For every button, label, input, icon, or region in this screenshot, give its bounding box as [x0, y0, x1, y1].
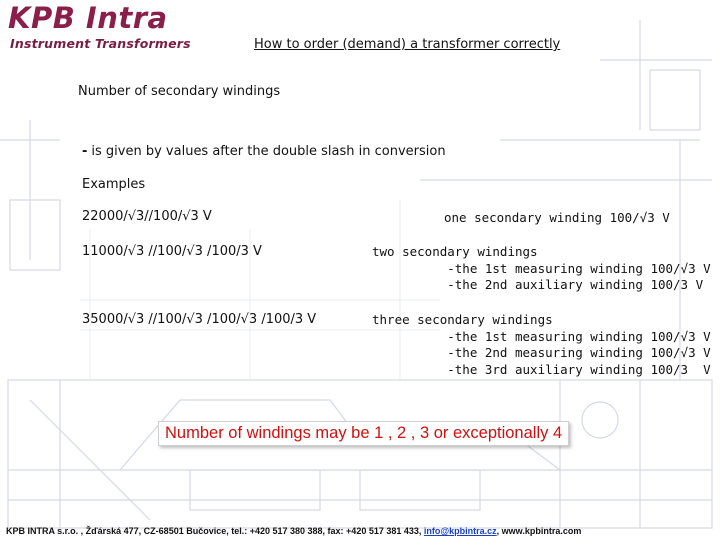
windings-note-callout: Number of windings may be 1 , 2 , 3 or exceptionally 4 [158, 421, 569, 446]
example-explanation-2: two secondary windings -the 1st measuring winding 100/√3 V -the 2nd auxiliary winding 100/3 V [372, 244, 711, 292]
page-title: How to order (demand) a transformer correctly [254, 37, 561, 52]
bullet-dash: - [82, 144, 88, 159]
example-explanation-3: three secondary windings -the 1st measuring winding 100/√3 V -the 2nd measuring winding 100/√3 V -the 3rd auxiliary winding 100/3 V [372, 312, 711, 377]
company-logo: KPB Intra [8, 1, 168, 35]
footer-email-link[interactable]: info@kpbintra.cz [423, 526, 497, 536]
description-line [82, 144, 446, 159]
section-heading: Number of secondary windings [78, 84, 281, 99]
footer-website: , www.kpbintra.com [496, 526, 582, 536]
examples-label: Examples [82, 177, 146, 192]
example-formula-3: 35000/√3 //100/√3 /100/√3 /100/3 V [82, 312, 317, 327]
example-formula-1: 22000/√3//100/√3 V [82, 209, 212, 224]
example-explanation-1: one secondary winding 100/√3 V [444, 210, 670, 225]
footer-address: KPB INTRA s.r.o. , Žďárská 477, CZ-68501 Bučovice, tel.: +420 517 380 388, fax: +420 517 381 433, [6, 526, 424, 536]
company-tagline: Instrument Transformers [10, 36, 191, 51]
example-formula-2: 11000/√3 //100/√3 /100/3 V [82, 244, 262, 259]
footer-contact [6, 526, 581, 536]
description-text: is given by values after the double slash in conversion [91, 144, 446, 159]
